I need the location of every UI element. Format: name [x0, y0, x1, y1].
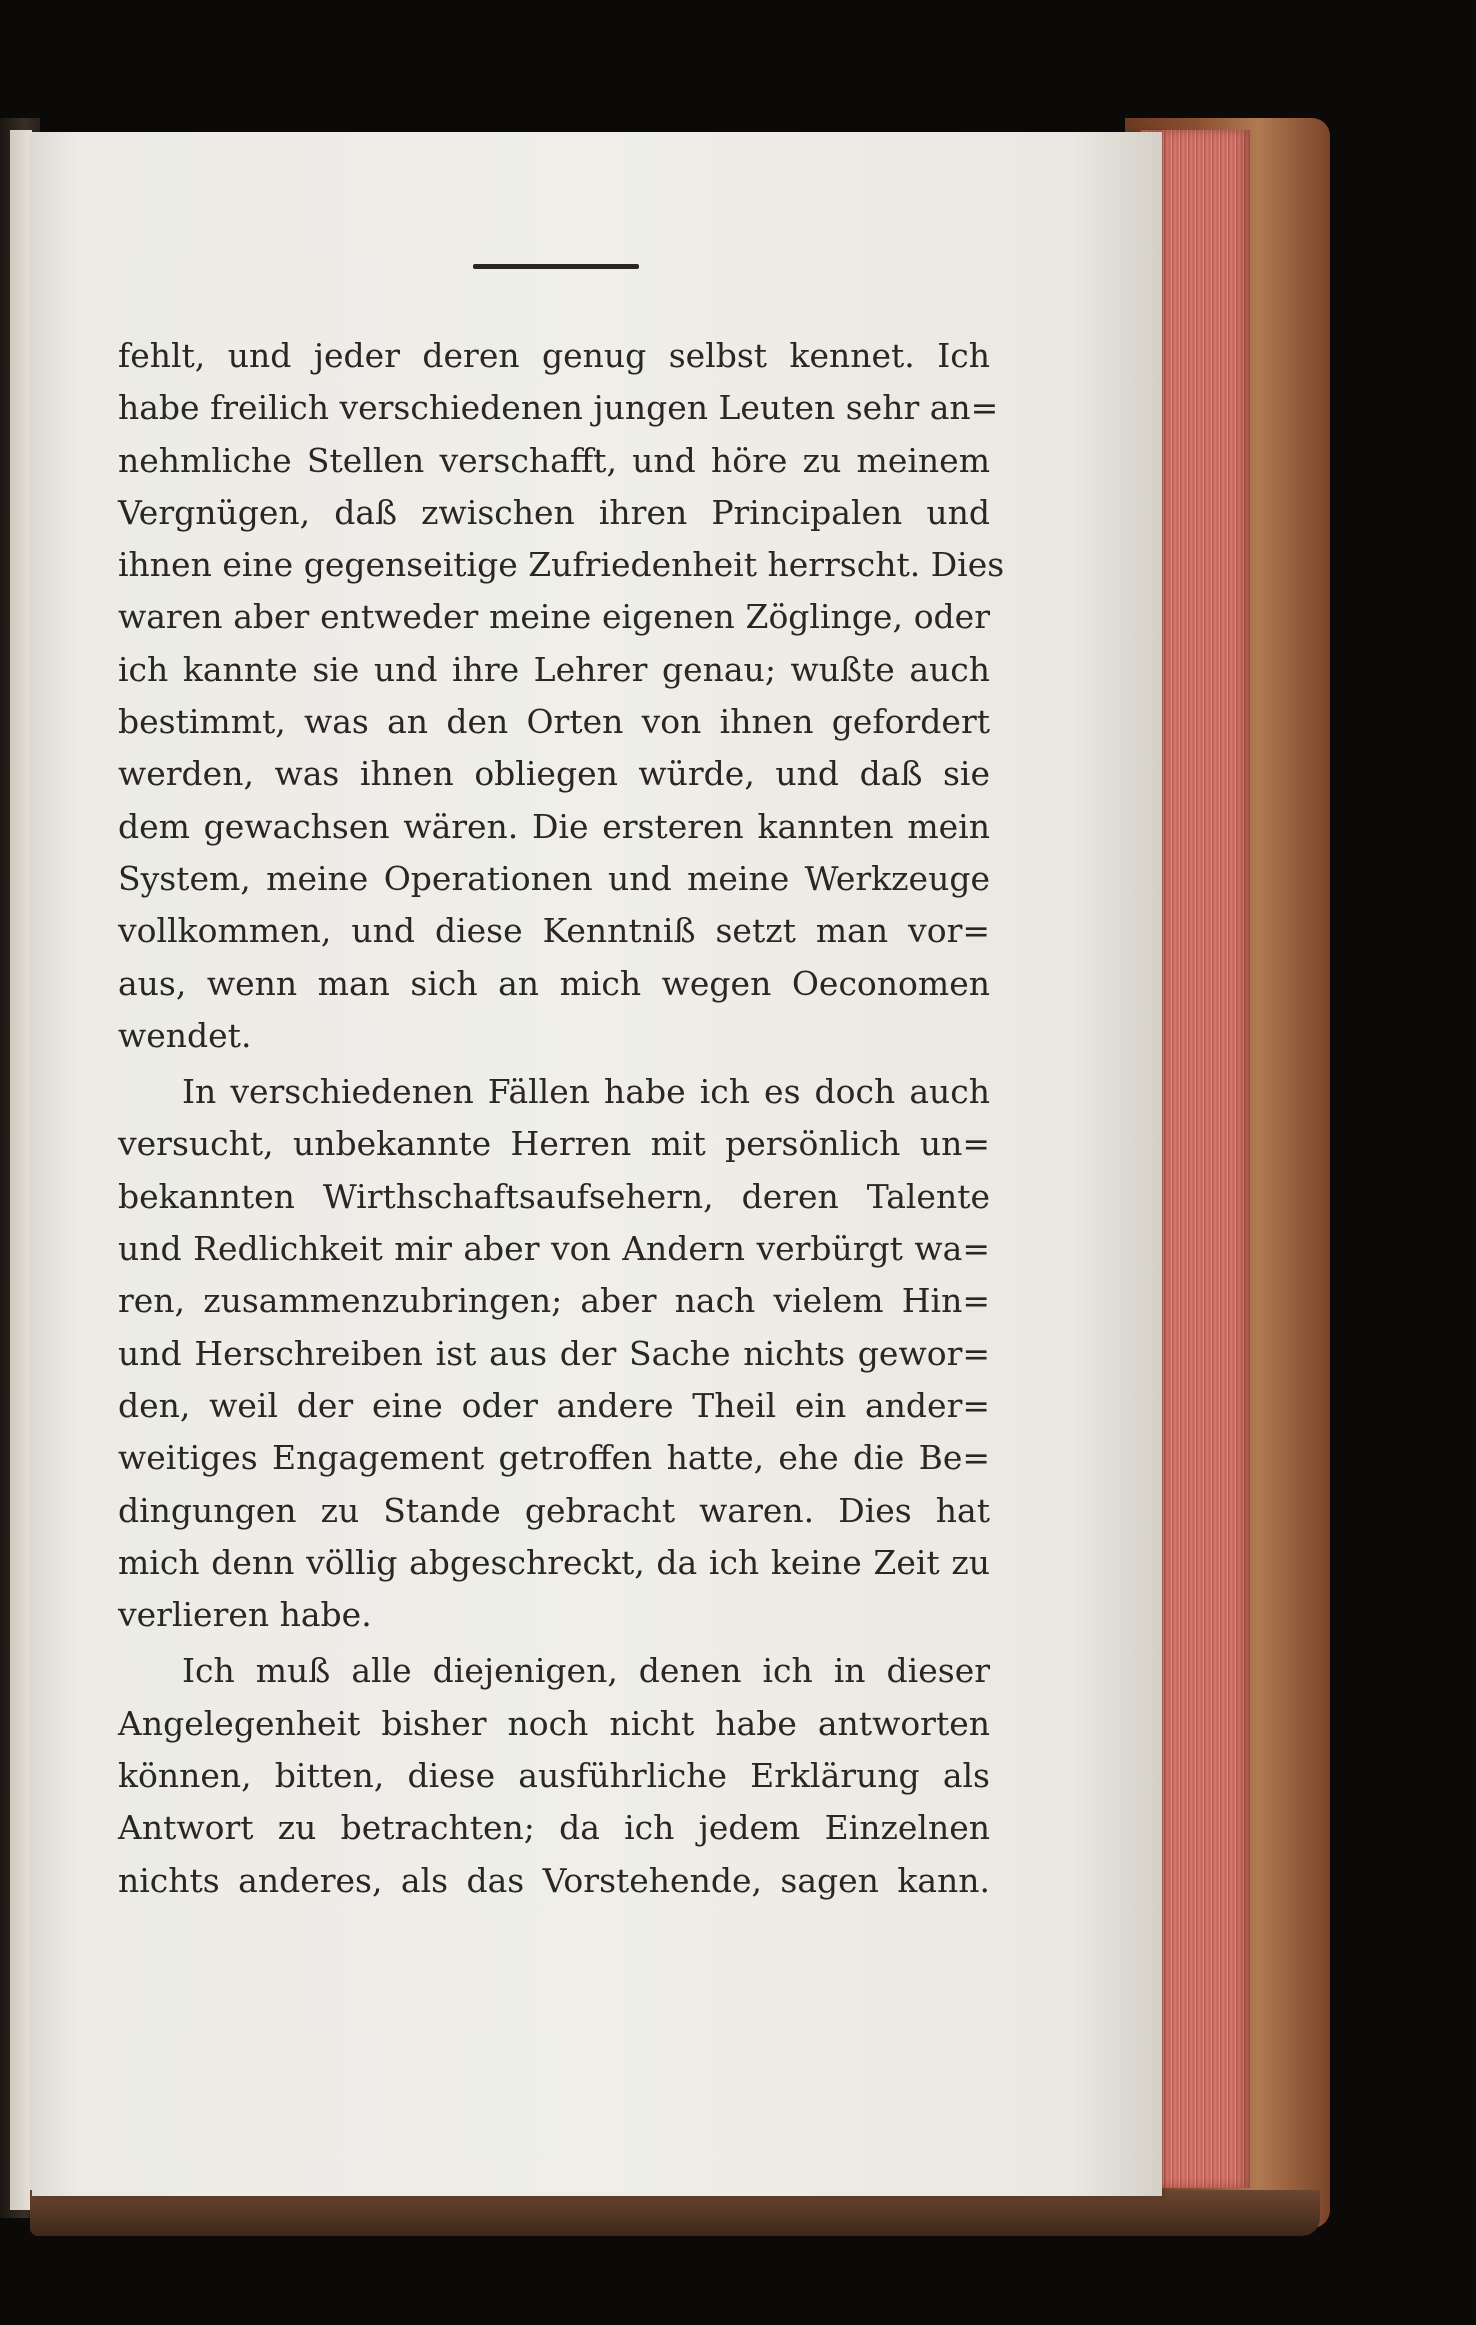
text-line: den, weil der eine oder andere Theil ein ander= — [118, 1385, 990, 1425]
page-body — [118, 330, 1005, 1907]
text-line: bekannten Wirthschaftsaufsehern, deren Talente — [118, 1176, 990, 1216]
text-line: können, bitten, diese ausführliche Erklärung als — [118, 1756, 990, 1796]
text-line: dingungen zu Stande gebracht waren. Dies hat — [118, 1490, 990, 1530]
text-line: wendet. — [118, 1015, 252, 1055]
text-line: ich kannte sie und ihre Lehrer genau; wußte auch — [118, 649, 990, 689]
text-line: mich denn völlig abgeschreckt, da ich keine Zeit zu — [118, 1542, 990, 1582]
header-rule — [473, 264, 639, 269]
paragraph-1 — [118, 330, 1005, 1062]
text-line: fehlt, und jeder deren genug selbst kennet. Ich — [118, 336, 990, 375]
paragraph-3 — [118, 1645, 990, 1906]
text-line: vollkommen, und diese Kenntniß setzt man vor= — [118, 911, 990, 951]
text-line: und Herschreiben ist aus der Sache nichts gewor= — [118, 1333, 990, 1373]
bottom-cover — [30, 2190, 1320, 2236]
paragraph-2 — [118, 1066, 990, 1641]
text-line: Vergnügen, daß zwischen ihren Principalen und — [118, 492, 990, 532]
text-line: Ich muß alle diejenigen, denen ich in dieser — [182, 1651, 990, 1691]
text-line: versucht, unbekannte Herren mit persönlich un= — [118, 1124, 990, 1164]
text-line: Angelegenheit bisher noch nicht habe antworten — [118, 1703, 990, 1743]
text-line: verlieren habe. — [118, 1595, 372, 1635]
text-line: dem gewachsen wären. Die ersteren kannten mein — [118, 806, 990, 846]
text-line: aus, wenn man sich an mich wegen Oeconomen — [118, 963, 990, 1003]
text-line: werden, was ihnen obliegen würde, und daß sie — [118, 754, 990, 794]
text-line: weitiges Engagement getroffen hatte, ehe die Be= — [118, 1438, 990, 1478]
text-line: waren aber entweder meine eigenen Zöglinge, oder — [118, 597, 990, 637]
text-line: ren, zusammenzubringen; aber nach vielem Hin= — [118, 1281, 990, 1321]
text-line: Antwort zu betrachten; da ich jedem Einzelnen — [118, 1808, 990, 1848]
text-line: und Redlichkeit mir aber von Andern verbürgt wa= — [118, 1229, 990, 1269]
previous-page-edge — [10, 130, 32, 2210]
text-line: System, meine Operationen und meine Werkzeuge — [118, 858, 990, 898]
text-line: ihnen eine gegenseitige Zufriedenheit herrscht. Dies — [118, 545, 1005, 585]
text-line: bestimmt, was an den Orten von ihnen gefordert — [118, 702, 990, 742]
text-line: In verschiedenen Fällen habe ich es doch auch — [182, 1072, 990, 1112]
text-line: habe freilich verschiedenen jungen Leuten sehr an= — [118, 388, 999, 428]
text-line: nichts anderes, als das Vorstehende, sagen kann. — [118, 1860, 990, 1900]
text-line: nehmliche Stellen verschafft, und höre zu meinem — [118, 440, 990, 480]
